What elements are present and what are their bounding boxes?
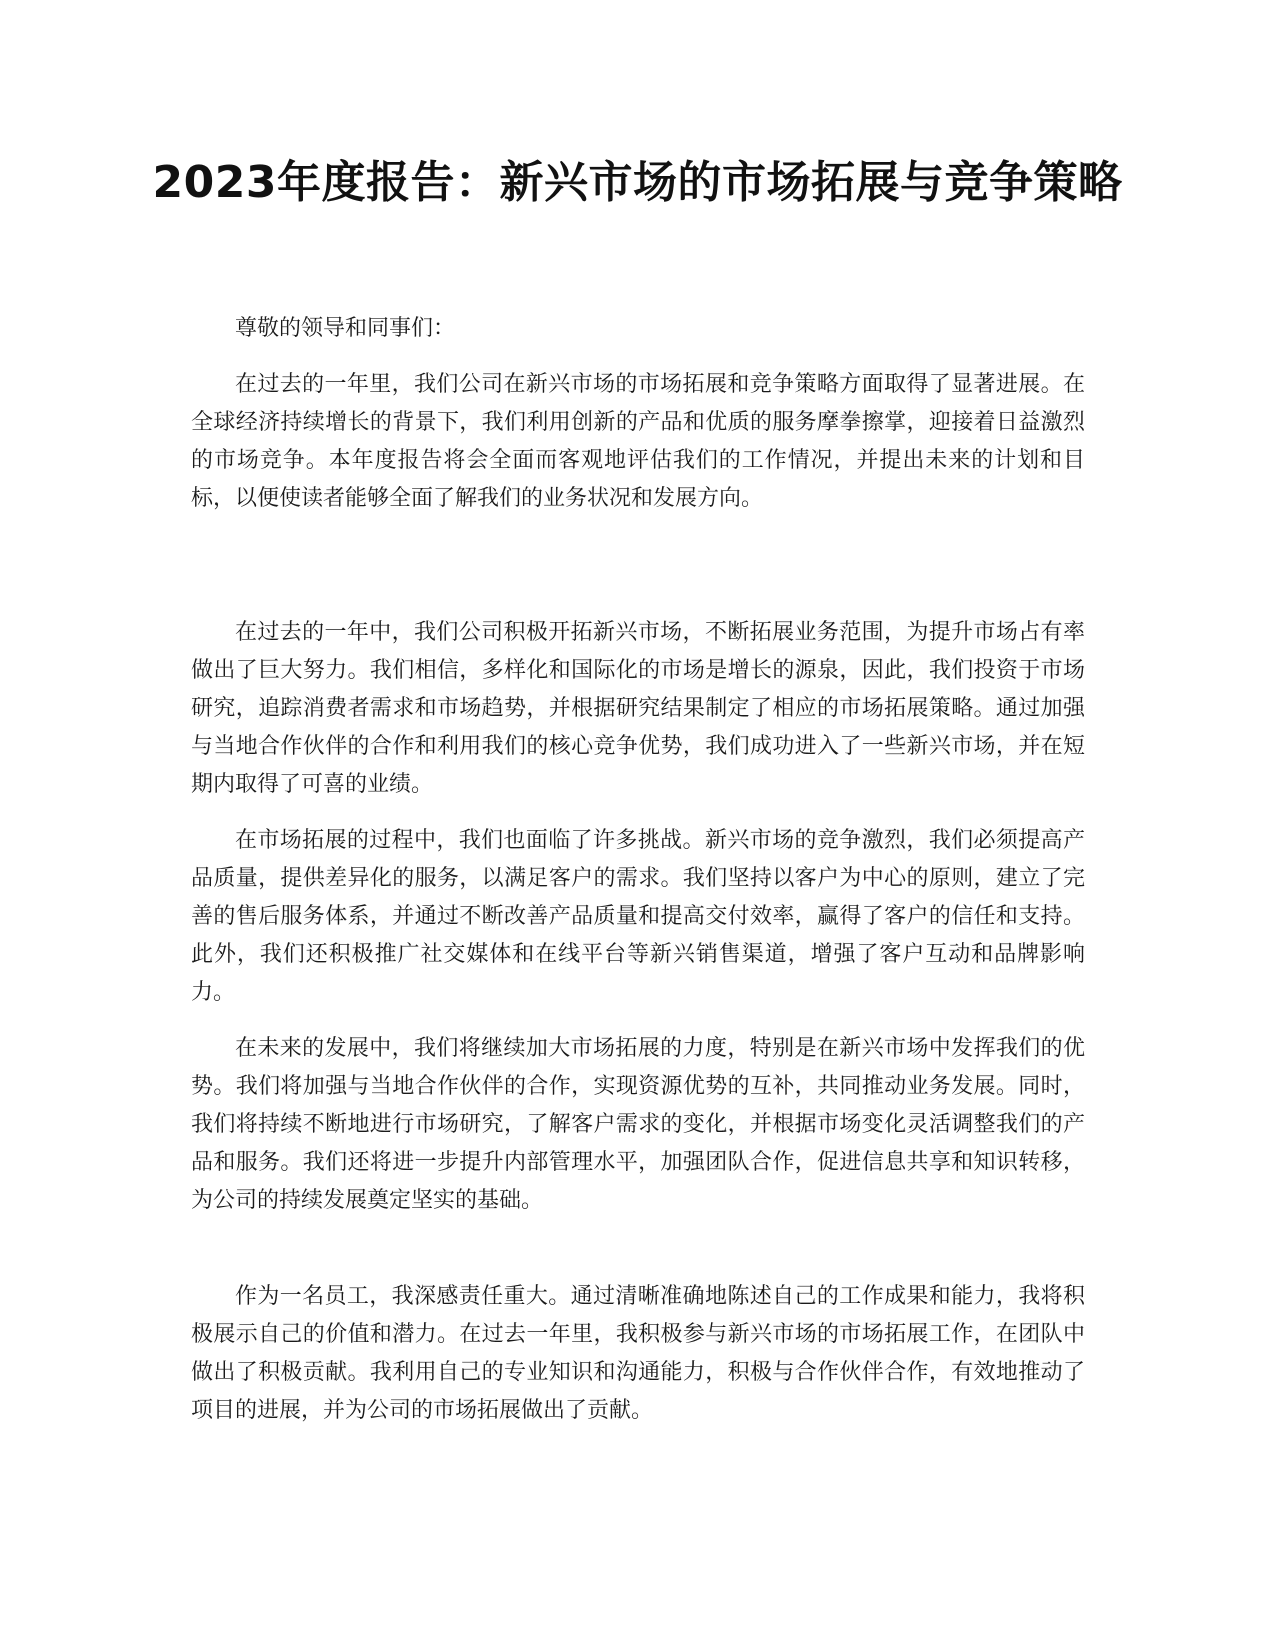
salutation: 尊敬的领导和同事们： — [235, 316, 456, 341]
paragraph-1: 在过去的一年里，我们公司在新兴市场的市场拓展和竞争策略方面取得了显著进展。在全球经济持续增长的背景下，我们利用创新的产品和优质的服务摩拳擦掌，迎接着日益激烈的市场竞争。本年度报告将会全面而客观地评估我们的工作情况，并提出未来的计划和目标，以便使读者能够全面了解我们的业务状况和发展方向。 — [191, 372, 1085, 511]
document-title: 2023年度报告：新兴市场的市场拓展与竞争策略 — [152, 157, 1123, 208]
paragraph-4: 在未来的发展中，我们将继续加大市场拓展的力度，特别是在新兴市场中发挥我们的优势。我们将加强与当地合作伙伴的合作，实现资源优势的互补，共同推动业务发展。同时，我们将持续不断地进行市场研究，了解客户需求的变化，并根据市场变化灵活调整我们的产品和服务。我们还将进一步提升内部管理水平，加强团队合作，促进信息共享和知识转移，为公司的持续发展奠定坚实的基础。 — [191, 1036, 1085, 1213]
paragraph-5: 作为一名员工，我深感责任重大。通过清晰准确地陈述自己的工作成果和能力，我将积极展示自己的价值和潜力。在过去一年里，我积极参与新兴市场的市场拓展工作，在团队中做出了积极贡献。我利用自己的专业知识和沟通能力，积极与合作伙伴合作，有效地推动了项目的进展，并为公司的市场拓展做出了贡献。 — [191, 1284, 1085, 1423]
paragraph-2: 在过去的一年中，我们公司积极开拓新兴市场，不断拓展业务范围，为提升市场占有率做出了巨大努力。我们相信，多样化和国际化的市场是增长的源泉，因此，我们投资于市场研究，追踪消费者需求和市场趋势，并根据研究结果制定了相应的市场拓展策略。通过加强与当地合作伙伴的合作和利用我们的核心竞争优势，我们成功进入了一些新兴市场，并在短期内取得了可喜的业绩。 — [191, 620, 1085, 797]
paragraph-3: 在市场拓展的过程中，我们也面临了许多挑战。新兴市场的竞争激烈，我们必须提高产品质量，提供差异化的服务，以满足客户的需求。我们坚持以客户为中心的原则，建立了完善的售后服务体系，并通过不断改善产品质量和提高交付效率，赢得了客户的信任和支持。此外，我们还积极推广社交媒体和在线平台等新兴销售渠道，增强了客户互动和品牌影响力。 — [191, 828, 1085, 1005]
